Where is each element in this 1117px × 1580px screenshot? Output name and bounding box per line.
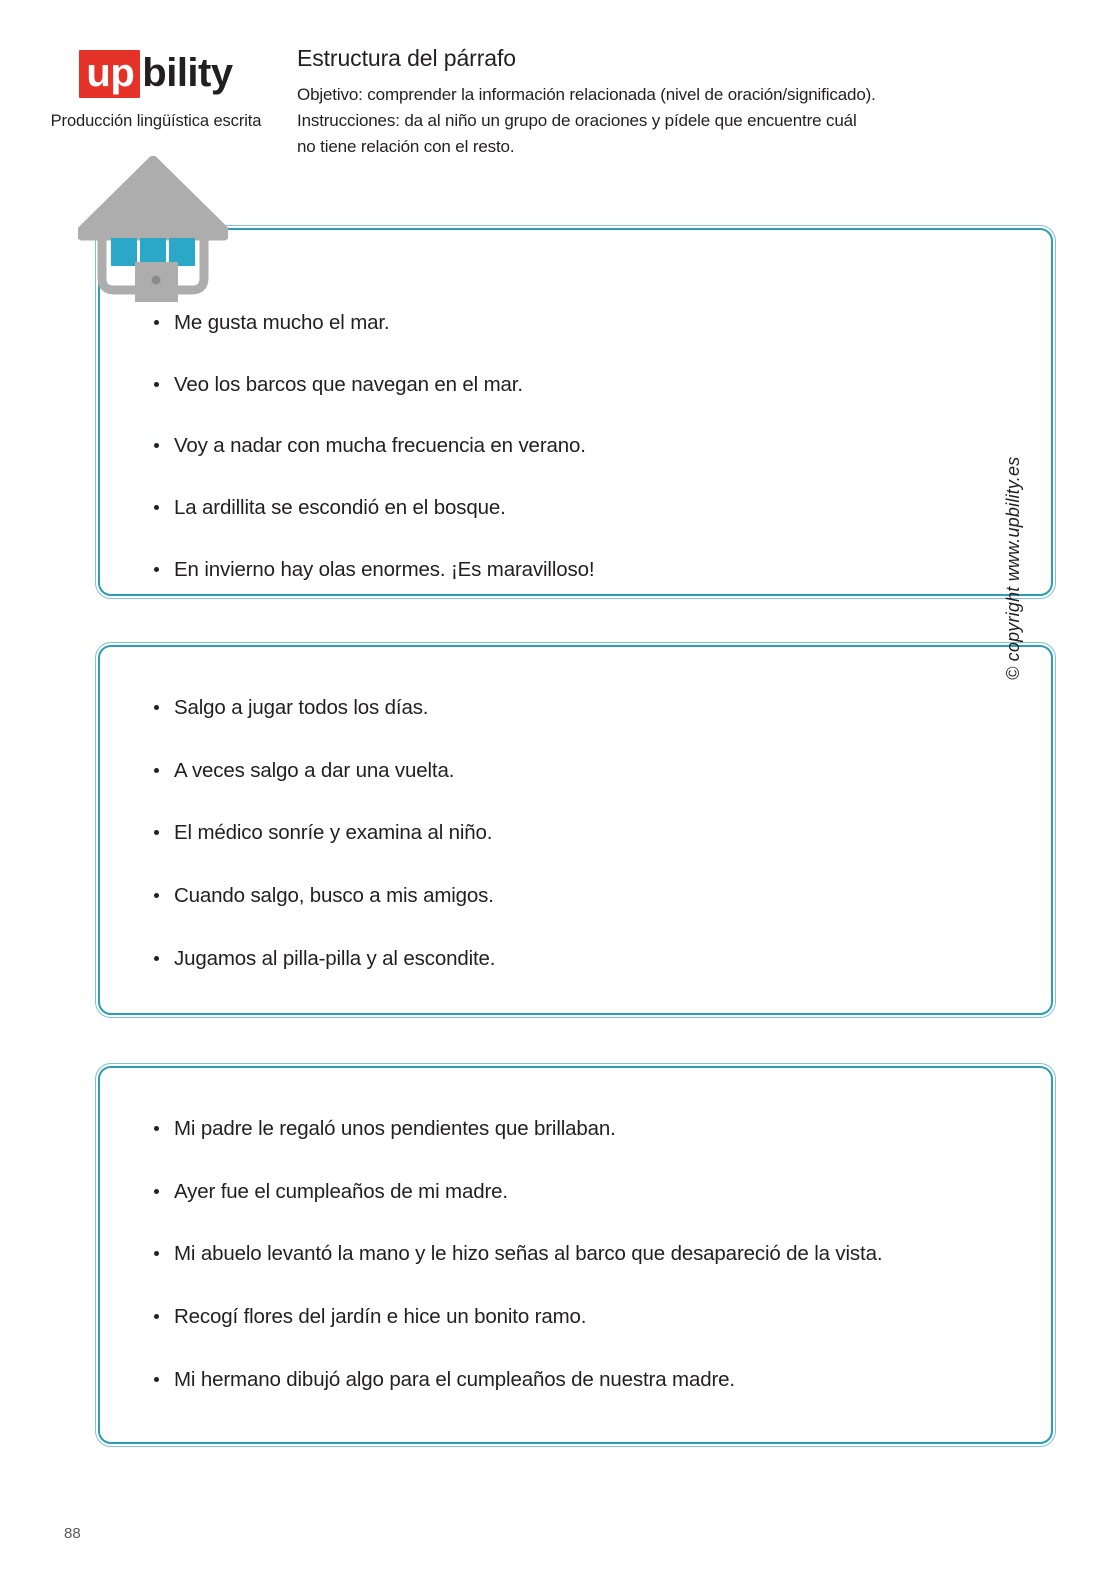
list-item[interactable]: Mi padre le regaló unos pendientes que brillaban. [150, 1116, 1051, 1142]
header-text-block [297, 44, 1057, 160]
list-item[interactable]: Voy a nadar con mucha frecuencia en verano. [150, 433, 1051, 459]
house-icon [78, 156, 228, 304]
page-number: 88 [64, 1525, 81, 1542]
sentence-box-2[interactable] [98, 645, 1053, 1015]
list-item[interactable]: Salgo a jugar todos los días. [150, 695, 1051, 721]
list-item[interactable]: En invierno hay olas enormes. ¡Es maravilloso! [150, 557, 1051, 583]
page-title: Estructura del párrafo [297, 45, 516, 71]
list-item[interactable]: Mi hermano dibujó algo para el cumpleaños de nuestra madre. [150, 1367, 1051, 1393]
logo-up-badge: up [79, 50, 140, 98]
instructions-line-2: no tiene relación con el resto. [297, 136, 515, 156]
list-item[interactable]: A veces salgo a dar una vuelta. [150, 758, 1051, 784]
list-item[interactable]: Me gusta mucho el mar. [150, 310, 1051, 336]
list-item[interactable]: Jugamos al pilla-pilla y al escondite. [150, 946, 1051, 972]
objective-line: Objetivo: comprender la información relacionada (nivel de oración/significado). [297, 85, 876, 105]
copyright-notice: © copyright www.upbility.es [1003, 456, 1023, 680]
list-item[interactable]: Cuando salgo, busco a mis amigos. [150, 883, 1051, 909]
sentence-box-1[interactable] [98, 228, 1053, 596]
list-item[interactable]: La ardillita se escondió en el bosque. [150, 495, 1051, 521]
sentence-list-2 [100, 647, 1051, 971]
sentence-box-3[interactable] [98, 1066, 1053, 1444]
upbility-logo [79, 50, 232, 98]
list-item[interactable]: Mi abuelo levantó la mano y le hizo señas al barco que desapareció de la vista. [150, 1241, 1051, 1267]
logo-bility-text: bility [142, 51, 233, 95]
brand-subtitle: Producción lingüística escrita [50, 112, 262, 130]
list-item[interactable]: Veo los barcos que navegan en el mar. [150, 372, 1051, 398]
list-item[interactable]: Recogí flores del jardín e hice un bonito ramo. [150, 1304, 1051, 1330]
brand-block [36, 50, 276, 131]
list-item[interactable]: Ayer fue el cumpleaños de mi madre. [150, 1179, 1051, 1205]
list-item[interactable]: El médico sonríe y examina al niño. [150, 820, 1051, 846]
sentence-list-1 [100, 230, 1051, 582]
sentence-list-3 [100, 1068, 1051, 1392]
instructions-line-1: Instrucciones: da al niño un grupo de oraciones y pídele que encuentre cuál [297, 110, 857, 130]
